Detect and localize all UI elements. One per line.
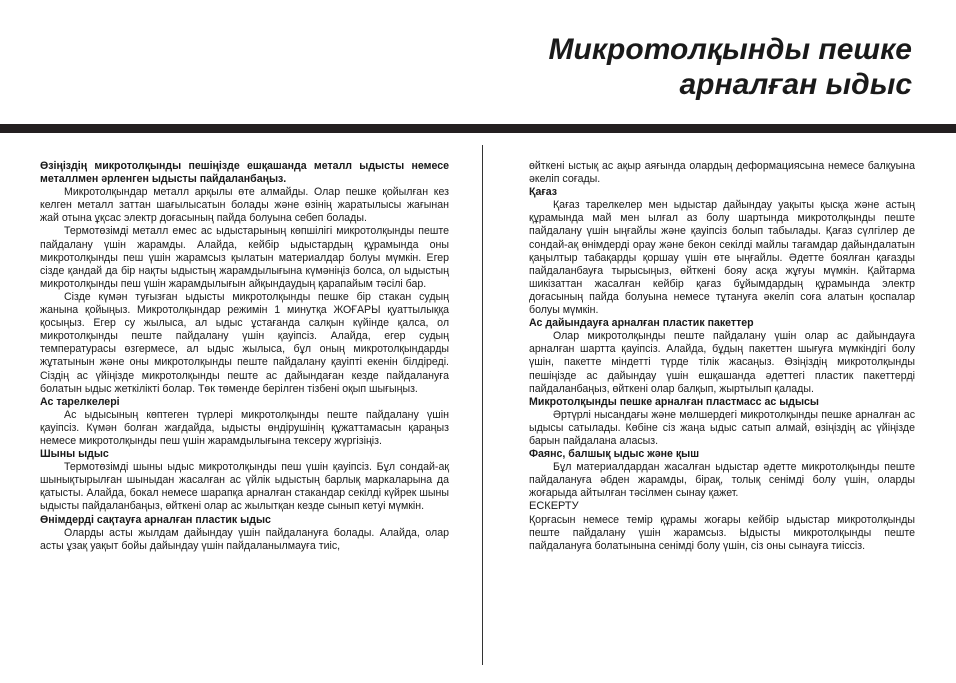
page-title-line-2: арналған ыдыс bbox=[679, 68, 912, 101]
paragraph-test: Сізде күмән туғызған ыдысты микротолқынды пешке бір стакан судың жанына қойыңыз. Микротолқындар режимін 1 минутқа ЖОҒАРЫ қуаттылыққа қосыңыз. Егер су жылыса, ал ыдыс ұстағанда салқын күйінде қалса, ол микротолқынды пеште пайдалану үшін қауіпсіз. Алайда, егер судың температурасы өзгермесе, ал ыдыс жылыса, бұл оның микротолқындарды жұтатынын және оны микротолқынды пеште пайдалану қауіпті екенін білдіреді. Сіздің ас үйіңізде микротолқынды пеште ас дайындаған кезде пайдалануға болатын ыдыс жеткілікті болар. Төк төменде берілген тізбені оқып шығыңыз. bbox=[40, 290, 449, 395]
heading-paper: Қағаз bbox=[529, 186, 558, 199]
paragraph-paper: Қағаз тарелкелер мен ыдыстар дайындау уақыты қысқа және астың құрамында май мен ылғал аз болу шартында микротолқынды пеште пайдалану үшін ыңғайлы және қауіпсіз болып табылады. Қағаз сүлгілер де сондай-ақ өнімдерді орау және бекон секілді майлы тағамдар дайындалатын қаңылтыр табақарды қоршау үшін өте ыңғайлы. Әдетте боялған қағазды пайдаланбауға тырысыңыз, өйткені бояу асқа жұғуы мүмкін. Қайтарма шикізаттан жасалған кейбір қағаз бұйымдардың құрамында электр доғасының пайда болуына немесе тұтануға әкеліп соға алатын қоспалар болуы мүмкін. bbox=[529, 199, 915, 317]
paragraph-metal: Микротолқындар металл арқылы өте алмайды. Олар пешке қойылған кез келген металл заттан шағылысатын болады және өзінің жаратылысы жағынан жай отына ұқсас электр доғасының пайда болуына себеп болады. bbox=[40, 186, 449, 225]
page-title-line-1: Микротолқынды пешке bbox=[548, 33, 912, 66]
paragraph-storage-cont: өйткені ыстық ас ақыр аяғында олардың деформациясына немесе балқуына әкеліп соғады. bbox=[529, 160, 915, 186]
heading-plates: Ас тарелкелері bbox=[40, 395, 120, 408]
heading-plastic: Микротолқынды пешке арналған пластмасс ас ыдысы bbox=[529, 395, 819, 408]
page-title bbox=[549, 32, 912, 102]
column-divider bbox=[482, 145, 483, 665]
paragraph-storage: Оларды асты жылдам дайындау үшін пайдалануға болады. Алайда, олар асты ұзақ уақыт бойы дайындау үшін пайдаланылмауға тиіс, bbox=[40, 526, 449, 552]
right-column bbox=[529, 160, 915, 553]
paragraph-heat-resistant: Термотөзімді металл емес ас ыдыстарының көпшілігі микротолқынды пеште пайдалану үшін жарамды. Алайда, кейбір ыдыстардың құрамында оны микротолқынды пеш үшін жарамсыз қылатын материалдар болуы мүмкін. Егер сізде қандай да бір нақты ыдыстың жарамдылығына күмәніңіз болса, ол ыдыстың микротолқынды пеш үшін жарамдылығын айқындаудың қарапайым тәсілі бар. bbox=[40, 225, 449, 290]
paragraph-plastic: Әртүрлі нысандағы және мөлшердегі микротолқынды пешке арналған ас ыдысы сатылады. Көбіне сіз жаңа ыдыс сатып алмай, өзіңіздің ас үйіңізде барын пайдалана аласыз. bbox=[529, 408, 915, 447]
heading-glass: Шыны ыдыс bbox=[40, 448, 109, 461]
header-rule bbox=[0, 124, 956, 133]
paragraph-glass: Термотөзімді шыны ыдыс микротолқынды пеш үшін қауіпсіз. Бұл сондай-ақ шынықтырылған шыныдан жасалған ас үйлік ыдыстың барлық маркаларына да қатысты. Алайда, бокал немесе шарапқа арналған стакандар секілді күйрек шыны ыдысты пайдаланбаңыз, өйткені олар ас жылытқан кезде сынып кетуі мүмкін. bbox=[40, 461, 449, 513]
intro-heading: Өзіңіздің микротолқынды пешіңізде ешқашанда металл ыдысты немесе металлмен әрленген ыдысты пайдаланбаңыз. bbox=[40, 160, 449, 186]
paragraph-bags: Олар микротолқынды пеште пайдалану үшін олар ас дайындауға арналған шартта қауіпсіз. Алайда, бұдың пакеттен шығуға мүмкіндігі болу үшін, пакетте міндетті түрде тілік жасаңыз. Өзіңіздің микротолқынды пешіңізде ас дайындау үшін ешқашанда әдеттегі пластик пакеттерді пайдаланбаңыз, өйткені олар балқып, жыртылып қалады. bbox=[529, 330, 915, 395]
paragraph-plates: Ас ыдысының көптеген түрлері микротолқынды пеште пайдалану үшін қауіпсіз. Күмән болған жағдайда, ыдысты өндірушінің құжаттамасын қараңыз немесе микротолқынды пеш үшін жарамдылығына тексеру жүргізіңіз. bbox=[40, 408, 449, 447]
heading-faience: Фаянс, балшық ыдыс және қыш bbox=[529, 448, 700, 461]
left-column bbox=[40, 160, 449, 553]
heading-bags: Ас дайындауға арналған пластик пакеттер bbox=[529, 317, 754, 330]
paragraph-faience: Бұл материалдардан жасалған ыдыстар әдетте микротолқынды пеште пайдалануға әбден жарамды, бірақ, толық сенімді болу үшін, оларды жоғарыда айтылған тәсілмен сынау қажет. bbox=[529, 461, 915, 500]
heading-storage: Өнімдерді сақтауға арналған пластик ыдыс bbox=[40, 513, 271, 526]
warning-heading: ЕСКЕРТУ bbox=[529, 500, 579, 513]
warning-text: Қорғасын немесе темір құрамы жоғары кейбір ыдыстар микротолқынды пеште пайдалану үшін жарамсыз. Ыдысты микротолқынды пеште пайдалануға болатынына сенімді болу үшін, сіз оны сынауға тиіссіз. bbox=[529, 513, 915, 552]
